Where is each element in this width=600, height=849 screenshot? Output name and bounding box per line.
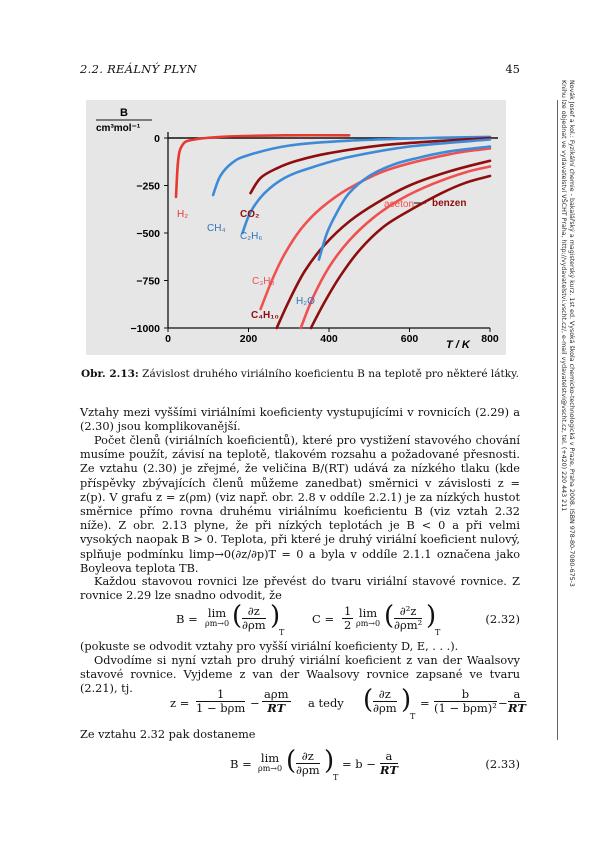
- y-axis-unit: cm³mol⁻¹: [96, 123, 141, 134]
- y-tick-label: −750: [136, 275, 160, 288]
- series-label-6: aceton: [384, 199, 415, 210]
- eq232-paren-right-2: ): [426, 601, 437, 631]
- series-label-7: H₂O: [296, 296, 315, 307]
- section-title: 2.2. REÁLNÝ PLYN: [80, 62, 197, 76]
- caption-label: Obr. 2.13:: [80, 368, 139, 380]
- eq232-d2z: ∂²z: [394, 605, 422, 619]
- equation-vdw: [80, 685, 526, 722]
- eq233-B: B =: [230, 757, 252, 771]
- vdw-drho: ∂ρm: [373, 701, 397, 715]
- vdw-minus: −: [250, 696, 260, 710]
- eq233-rhs: = b −: [342, 757, 376, 771]
- paragraph-1: Vztahy mezi vyššími viriálními koeficienty vystupujícími v rovnicích (2.29) a (2.30) jsou komplikovanější.: [80, 406, 520, 434]
- series-label-1: CH₄: [207, 223, 226, 234]
- vdw-atedy: a tedy: [308, 696, 344, 710]
- x-tick-label: 200: [239, 333, 258, 345]
- eq232-subT: T: [279, 628, 285, 637]
- vdw-paren-right: ): [401, 685, 412, 715]
- vdw-paren-left: (: [363, 685, 374, 715]
- page-header: [80, 62, 520, 78]
- eq232-subT-2: T: [435, 628, 441, 637]
- x-tick-label: 0: [165, 333, 171, 345]
- sidebar-citation: [546, 80, 586, 670]
- eq232-number: (2.32): [485, 612, 520, 626]
- vdw-minus-2: −: [498, 696, 508, 710]
- equation-2-32: [80, 603, 520, 637]
- eq232-lim2-sub: ρm→0: [356, 619, 381, 628]
- series-label-0: H₂: [177, 209, 189, 220]
- chart-svg: [86, 100, 506, 355]
- eq232-paren-left: (: [232, 601, 243, 631]
- eq233-number: (2.33): [485, 757, 520, 771]
- paragraph-2: Počet členů (viriálních koeficientů), které pro vystižení stavového chování musíme použít, závisí na teplotě, tlakovém rozsahu a požadované přesnosti. Ze vztahu (2.30) je zřejmé, že veličina B/(RT) udává za nízkého tlaku (kde příspěvky zbývajících členů můžeme zanedbat) směrnici v závislosti z = z(p). V grafu z = z(ρm) (viz např. obr. 2.8 v oddíle 2.2.1) je za nízkých hustot směrnice přímo rovna druhému viriálnímu koeficientu B (viz vztah 2.32 níže). Z obr. 2.13 plyne, že při nízkých teplotách je B < 0 a při velmi vysokých naopak B > 0. Teplota, při které je druhý viriální koeficient nulový, splňuje podmínku limp→0(∂z/∂p)T = 0 a byla v oddíle 2.1.1 označena jako Boyleova teplota TB.: [80, 434, 520, 575]
- eq232-C: C =: [312, 612, 335, 626]
- eq232-drho2: ∂ρm²: [394, 618, 423, 632]
- vdw-subT: T: [410, 712, 416, 721]
- series-label-5: C₄H₁₀: [251, 310, 279, 321]
- caption-text: Závislost druhého viriálního koeficientu B na teplotě pro některé látky.: [138, 368, 520, 380]
- eq233-paren-left: (: [286, 746, 297, 776]
- eq232-drho: ∂ρm: [242, 618, 266, 632]
- eq233-RT: RT: [380, 763, 398, 777]
- paragraph-3: Každou stavovou rovnici lze převést do tvaru viriální stavové rovnice. Z rovnice 2.29 lze snadno odvodit, že: [80, 575, 520, 603]
- x-tick-label: 800: [481, 333, 499, 345]
- eq232-B: B =: [176, 612, 198, 626]
- eq232-paren-left-2: (: [384, 601, 395, 631]
- vdw-eq: =: [420, 696, 430, 710]
- equation-2-33: [80, 748, 520, 782]
- vdw-dz: ∂z: [373, 688, 397, 702]
- y-tick-label: −500: [136, 228, 160, 240]
- figure-virial-chart: [86, 100, 506, 355]
- eq232-one: 1: [344, 604, 352, 618]
- y-axis-title: B: [120, 107, 128, 119]
- y-tick-label: −250: [136, 180, 160, 193]
- vdw-arho: aρm: [264, 687, 289, 701]
- series-label-4: C₃H₈: [252, 276, 275, 287]
- vdw-b: b: [434, 688, 497, 702]
- series-line-6: [301, 167, 490, 329]
- eq232-dz: ∂z: [242, 605, 266, 619]
- eq232-lim: lim: [207, 606, 227, 620]
- vdw-den2: (1 − bρm)²: [434, 701, 497, 715]
- paragraph-4: (pokuste se odvodit vztahy pro vyšší viriální koeficienty D, E, . . .).: [80, 640, 459, 653]
- x-tick-label: 400: [320, 333, 338, 345]
- series-label-8: benzen: [432, 198, 467, 209]
- series-label-3: C₂H₆: [240, 231, 263, 242]
- eq232-two: 2: [344, 618, 352, 632]
- vdw-z: z =: [170, 696, 190, 710]
- eq233-lim: lim: [260, 751, 280, 765]
- sidebar-line-2: Knihu lze objednat ve vydavatelství VŠCHT Praha, http://vydavatelstvi.vscht.cz/, e-mail vydavatelstvi@vscht.cz, tel. (+420) 220 443 211: [560, 80, 567, 512]
- eq233-drho: ∂ρm: [296, 763, 320, 777]
- vdw-RT: RT: [267, 701, 286, 715]
- page-number: 45: [505, 62, 520, 76]
- sidebar-line-1: Novák Josef a kol.: Fyzikální chemie - bakalářský a magisterský kurz. 1st ed. Vysoká škola chemicko-technologická v Praze, Praha 2008. ISBN 978-80-7080-675-3: [568, 80, 575, 587]
- series-label-2: CO₂: [240, 209, 260, 220]
- vdw-one: 1: [196, 688, 245, 702]
- eq233-paren-right: ): [324, 746, 335, 776]
- figure-caption: [80, 368, 520, 380]
- x-tick-label: 600: [400, 333, 419, 345]
- paragraph-6: Ze vztahu 2.32 pak dostaneme: [80, 728, 256, 741]
- x-axis-title: T / K: [446, 339, 470, 351]
- y-tick-label: 0: [154, 133, 160, 145]
- eq232-lim2: lim: [358, 606, 378, 620]
- vdw-RT-2: RT: [508, 701, 526, 715]
- y-tick-label: −1000: [130, 323, 160, 335]
- eq233-a: a: [380, 750, 398, 764]
- series-line-0: [176, 135, 349, 197]
- eq232-lim-sub: ρm→0: [205, 619, 230, 628]
- eq233-subT: T: [333, 773, 339, 782]
- vdw-den: 1 − bρm: [196, 701, 246, 715]
- paragraph-5: Odvodíme si nyní vztah pro druhý viriální koeficient z van der Waalsovy stavové rovnice. Vyjdeme z van der Waalsovy rovnice zapsané ve tvaru (2.21), tj.: [80, 654, 520, 696]
- eq233-lim-sub: ρm→0: [258, 764, 283, 773]
- eq233-dz: ∂z: [296, 750, 320, 764]
- vdw-a: a: [508, 688, 526, 702]
- eq232-paren-right: ): [270, 601, 281, 631]
